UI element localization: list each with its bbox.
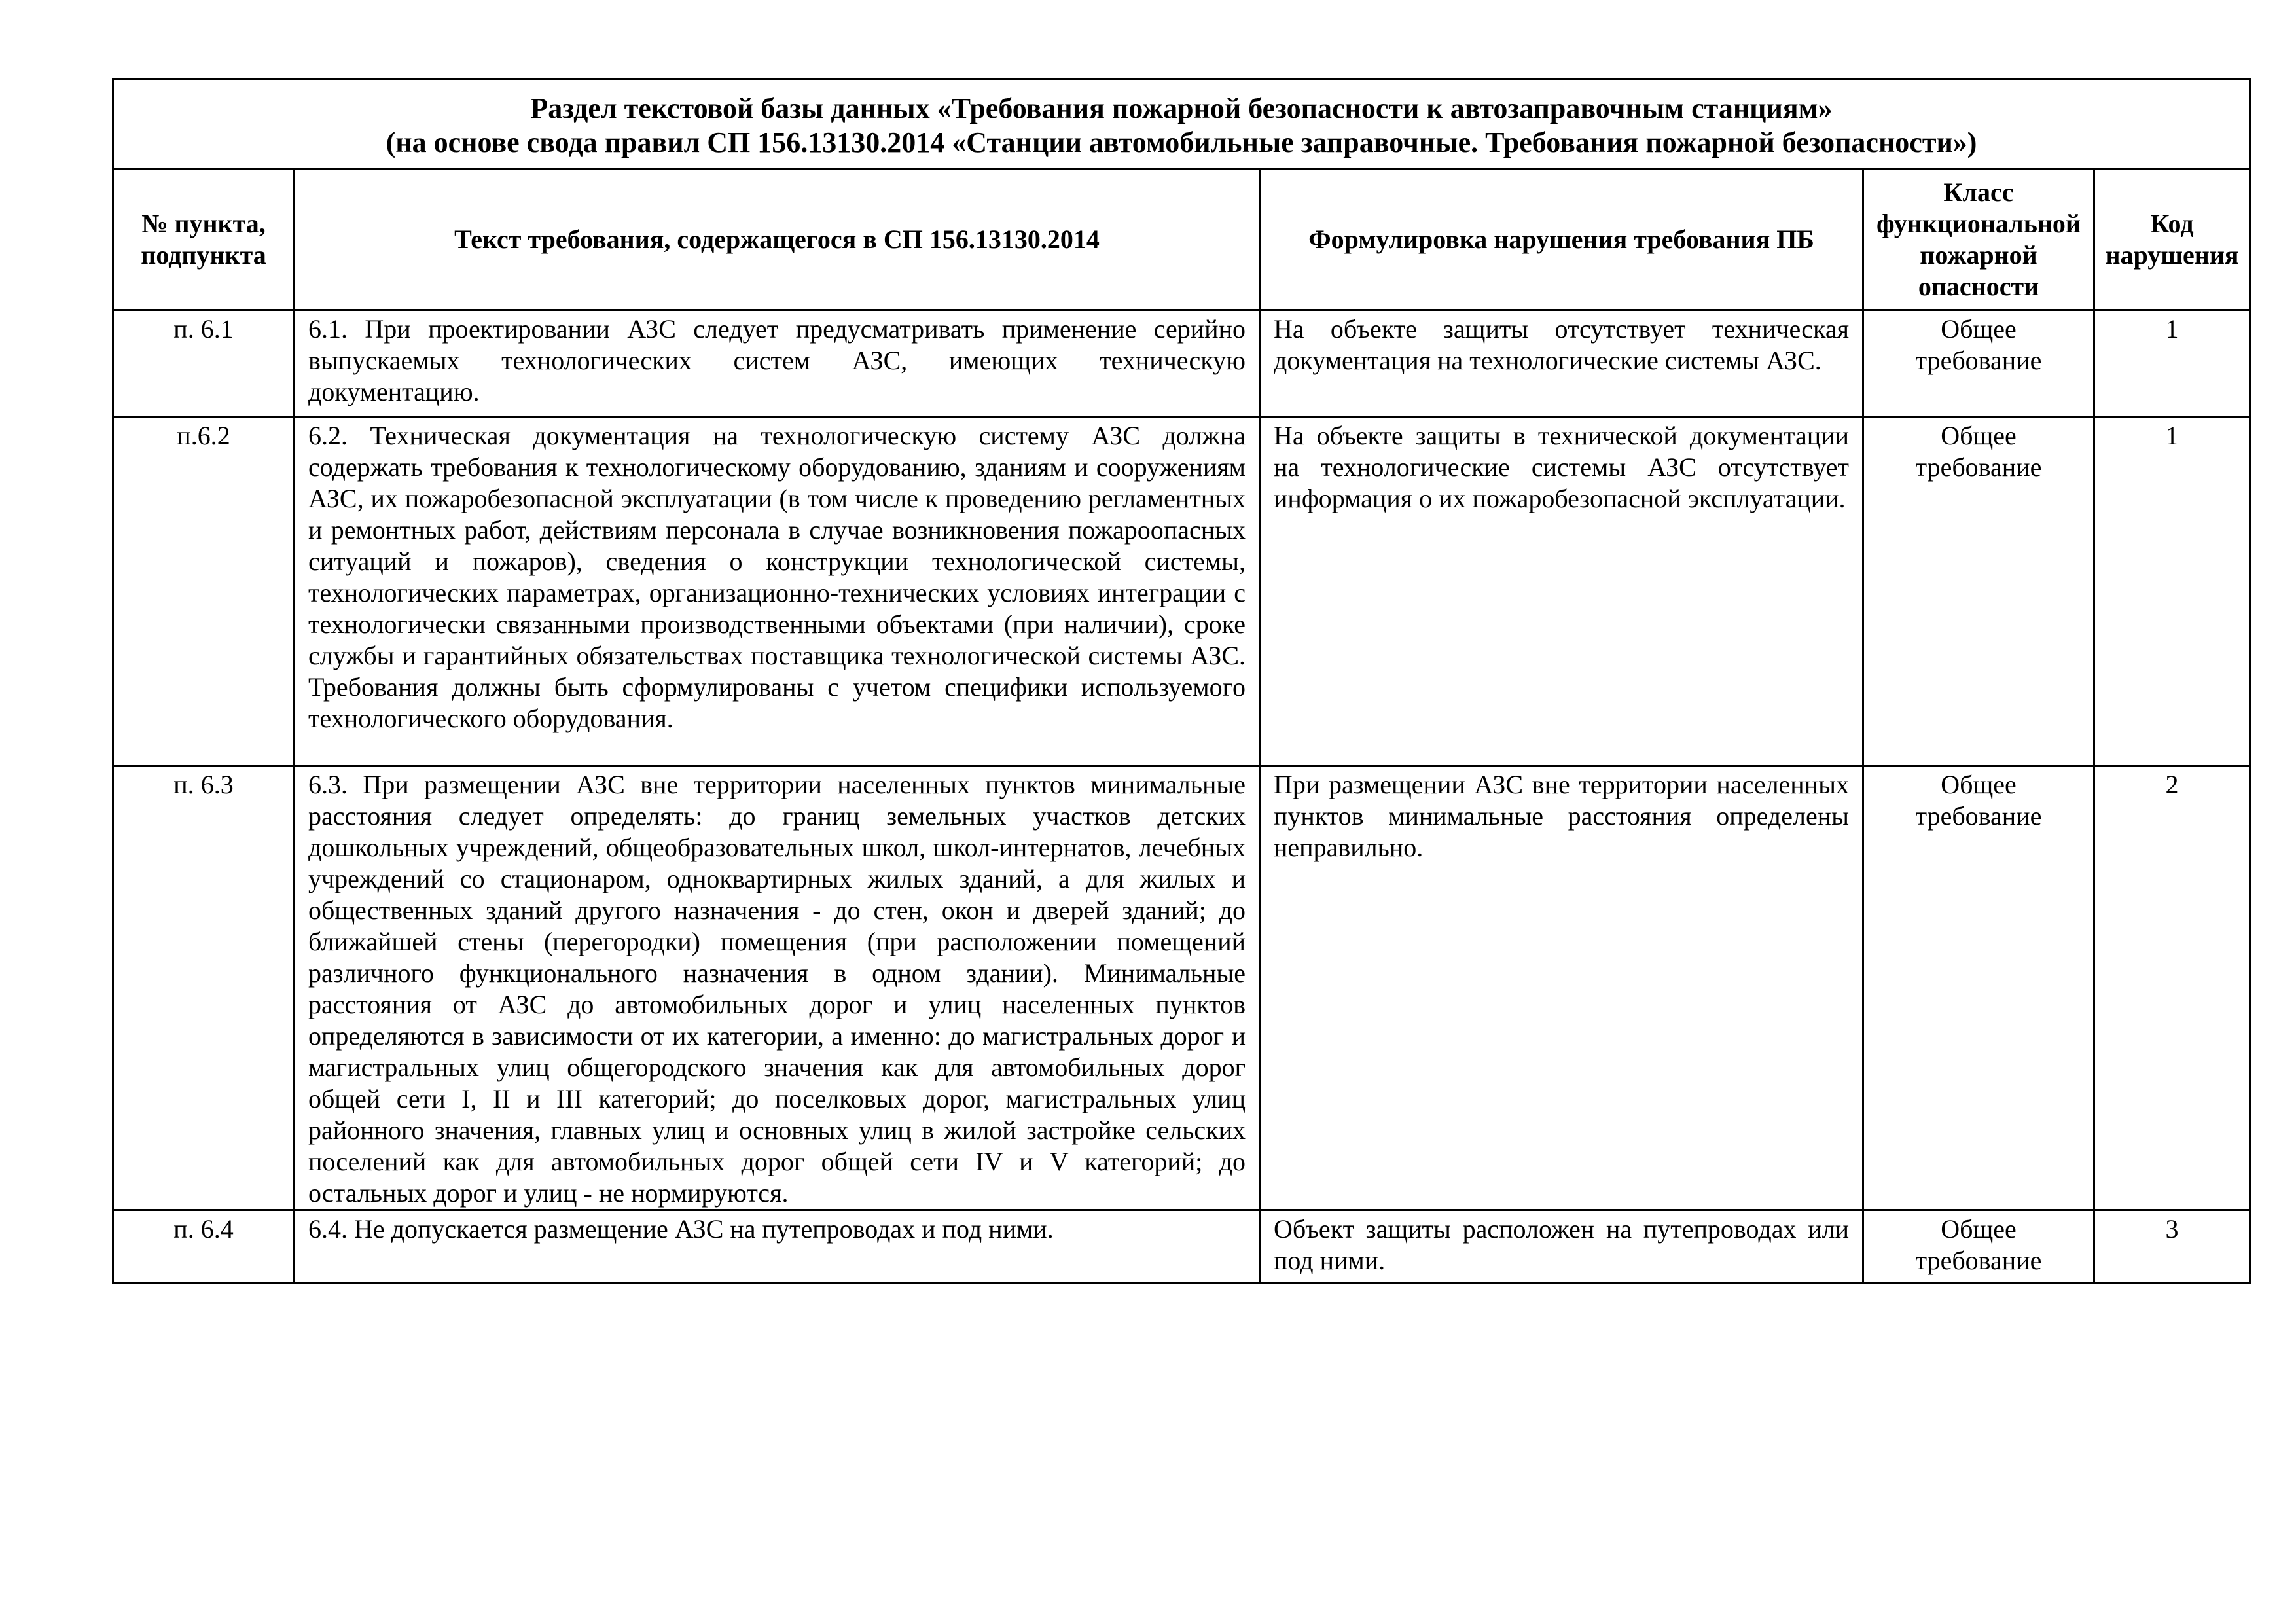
title-line-2: (на основе свода правил СП 156.13130.2014 «Станции автомобильные заправочные. Требования пожарной безопасности») bbox=[386, 126, 1977, 158]
requirements-table bbox=[112, 78, 2251, 1284]
class-cell: Общее требование bbox=[1863, 417, 2094, 766]
class-cell: Общее требование bbox=[1863, 310, 2094, 417]
clause-cell: п. 6.4 bbox=[113, 1210, 295, 1283]
violation-cell: На объекте защиты отсутствует техническая документация на технологические системы АЗС. bbox=[1260, 310, 1863, 417]
code-cell: 1 bbox=[2094, 310, 2250, 417]
header-violation: Формулировка нарушения требования ПБ bbox=[1260, 169, 1863, 310]
requirement-text-cell: 6.2. Техническая документация на технологическую систему АЗС должна содержать требования к технологическому оборудованию, зданиям и сооружениям АЗС, их пожаробезопасной эксплуатации (в том числе к проведению регламентных и ремонтных работ, действиям персонала в случае возникновения пожароопасных ситуаций и пожаров), сведения о конструкции технологической системы, технологических параметрах, организационно-технических условиях интеграции с технологически связанными производственными объектами (при наличии), сроке службы и гарантийных обязательствах поставщика технологической системы АЗС. Требования должны быть сформулированы с учетом специфики используемого технологического оборудования. bbox=[295, 417, 1260, 766]
code-cell: 1 bbox=[2094, 417, 2250, 766]
clause-cell: п. 6.3 bbox=[113, 766, 295, 1210]
header-clause: № пункта, подпункта bbox=[113, 169, 295, 310]
clause-cell: п. 6.1 bbox=[113, 310, 295, 417]
violation-cell: На объекте защиты в технической документации на технологические системы АЗС отсутствует информация о их пожаробезопасной эксплуатации. bbox=[1260, 417, 1863, 766]
table-row bbox=[113, 417, 2250, 766]
clause-cell: п.6.2 bbox=[113, 417, 295, 766]
table-row bbox=[113, 310, 2250, 417]
requirement-text-cell: 6.3. При размещении АЗС вне территории населенных пунктов минимальные расстояния следует определять: до границ земельных участков детских дошкольных учреждений, общеобразовательных школ, школ-интернатов, лечебных учреждений со стационаром, одноквартирных жилых зданий, а для жилых и общественных зданий другого назначения - до стен, окон и дверей зданий; до ближайшей стены (перегородки) помещения (при расположении помещений различного функционального назначения в одном здании). Минимальные расстояния от АЗС до автомобильных дорог и улиц населенных пунктов определяются в зависимости от их категории, а именно: до магистральных дорог и магистральных улиц общегородского значения как для автомобильных дорог общей сети I, II и III категорий; до поселковых дорог, магистральных улиц районного значения, главных улиц и основных улиц в жилой застройке сельских поселений как для автомобильных дорог общей сети IV и V категорий; до остальных дорог и улиц - не нормируются. bbox=[295, 766, 1260, 1210]
title-line-1: Раздел текстовой базы данных «Требования пожарной безопасности к автозаправочным станциям» bbox=[530, 92, 1833, 124]
violation-cell: Объект защиты расположен на путепроводах или под ними. bbox=[1260, 1210, 1863, 1283]
header-code: Код нарушения bbox=[2094, 169, 2250, 310]
class-cell: Общее требование bbox=[1863, 766, 2094, 1210]
table-row bbox=[113, 766, 2250, 1210]
requirement-text-cell: 6.1. При проектировании АЗС следует предусматривать применение серийно выпускаемых технологических систем АЗС, имеющих техническую документацию. bbox=[295, 310, 1260, 417]
header-class: Класс функциональной пожарной опасности bbox=[1863, 169, 2094, 310]
header-row bbox=[113, 169, 2250, 310]
header-text: Текст требования, содержащегося в СП 156.13130.2014 bbox=[295, 169, 1260, 310]
class-cell: Общее требование bbox=[1863, 1210, 2094, 1283]
table-title bbox=[113, 79, 2250, 169]
code-cell: 3 bbox=[2094, 1210, 2250, 1283]
table-row bbox=[113, 1210, 2250, 1283]
title-row bbox=[113, 79, 2250, 169]
requirement-text-cell: 6.4. Не допускается размещение АЗС на путепроводах и под ними. bbox=[295, 1210, 1260, 1283]
violation-cell: При размещении АЗС вне территории населенных пунктов минимальные расстояния определены неправильно. bbox=[1260, 766, 1863, 1210]
code-cell: 2 bbox=[2094, 766, 2250, 1210]
